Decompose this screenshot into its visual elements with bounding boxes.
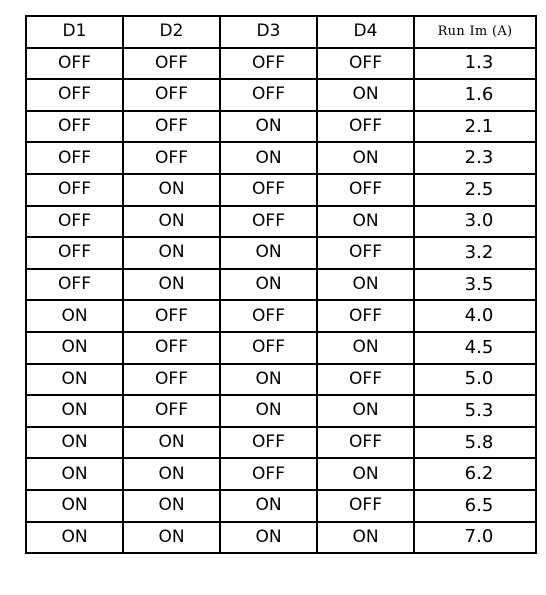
- table-row: [26, 269, 536, 301]
- d3-cell: ON: [220, 490, 317, 522]
- header-d2: D2: [123, 16, 220, 48]
- d1-cell: OFF: [26, 48, 123, 80]
- d4-cell: ON: [317, 79, 414, 111]
- table-row: [26, 142, 536, 174]
- dip-switch-current-table: [25, 15, 537, 554]
- d1-cell: ON: [26, 300, 123, 332]
- run-current-cell: 2.1: [414, 111, 536, 143]
- d2-cell: ON: [123, 522, 220, 554]
- d1-cell: ON: [26, 395, 123, 427]
- run-current-cell: 5.0: [414, 364, 536, 396]
- dip-switch-table-container: [25, 15, 537, 554]
- run-current-cell: 3.2: [414, 237, 536, 269]
- d3-cell: OFF: [220, 458, 317, 490]
- run-current-cell: 6.2: [414, 458, 536, 490]
- header-d1: D1: [26, 16, 123, 48]
- d1-cell: OFF: [26, 111, 123, 143]
- table-row: [26, 427, 536, 459]
- header-d3: D3: [220, 16, 317, 48]
- run-current-cell: 5.8: [414, 427, 536, 459]
- d2-cell: ON: [123, 174, 220, 206]
- d4-cell: OFF: [317, 48, 414, 80]
- d3-cell: ON: [220, 395, 317, 427]
- d4-cell: ON: [317, 332, 414, 364]
- d4-cell: ON: [317, 522, 414, 554]
- d3-cell: OFF: [220, 48, 317, 80]
- run-current-cell: 3.5: [414, 269, 536, 301]
- run-current-cell: 2.5: [414, 174, 536, 206]
- d4-cell: OFF: [317, 300, 414, 332]
- run-current-cell: 4.0: [414, 300, 536, 332]
- d4-cell: ON: [317, 269, 414, 301]
- d3-cell: ON: [220, 237, 317, 269]
- run-current-cell: 1.3: [414, 48, 536, 80]
- d2-cell: OFF: [123, 332, 220, 364]
- d2-cell: OFF: [123, 79, 220, 111]
- d2-cell: ON: [123, 458, 220, 490]
- table-row: [26, 206, 536, 238]
- d2-cell: OFF: [123, 111, 220, 143]
- d2-cell: OFF: [123, 364, 220, 396]
- run-current-cell: 2.3: [414, 142, 536, 174]
- header-d4: D4: [317, 16, 414, 48]
- d4-cell: OFF: [317, 111, 414, 143]
- d3-cell: OFF: [220, 332, 317, 364]
- run-current-cell: 4.5: [414, 332, 536, 364]
- d4-cell: OFF: [317, 427, 414, 459]
- d1-cell: ON: [26, 427, 123, 459]
- run-current-cell: 6.5: [414, 490, 536, 522]
- d4-cell: OFF: [317, 237, 414, 269]
- d1-cell: OFF: [26, 269, 123, 301]
- d3-cell: ON: [220, 522, 317, 554]
- table-row: [26, 174, 536, 206]
- d3-cell: ON: [220, 142, 317, 174]
- d2-cell: ON: [123, 269, 220, 301]
- d2-cell: OFF: [123, 300, 220, 332]
- d1-cell: OFF: [26, 237, 123, 269]
- d4-cell: OFF: [317, 174, 414, 206]
- table-row: [26, 522, 536, 554]
- d3-cell: OFF: [220, 174, 317, 206]
- table-row: [26, 300, 536, 332]
- table-row: [26, 79, 536, 111]
- d2-cell: OFF: [123, 142, 220, 174]
- d1-cell: OFF: [26, 174, 123, 206]
- run-current-cell: 7.0: [414, 522, 536, 554]
- table-row: [26, 364, 536, 396]
- d2-cell: ON: [123, 237, 220, 269]
- d4-cell: OFF: [317, 490, 414, 522]
- d1-cell: OFF: [26, 142, 123, 174]
- d1-cell: ON: [26, 490, 123, 522]
- d4-cell: ON: [317, 458, 414, 490]
- d2-cell: OFF: [123, 395, 220, 427]
- d3-cell: ON: [220, 269, 317, 301]
- header-run-current: Run Im (A): [414, 16, 536, 48]
- table-row: [26, 395, 536, 427]
- d1-cell: ON: [26, 522, 123, 554]
- run-current-cell: 3.0: [414, 206, 536, 238]
- run-current-cell: 5.3: [414, 395, 536, 427]
- d2-cell: OFF: [123, 48, 220, 80]
- d4-cell: ON: [317, 142, 414, 174]
- run-current-cell: 1.6: [414, 79, 536, 111]
- table-row: [26, 490, 536, 522]
- d1-cell: ON: [26, 332, 123, 364]
- d4-cell: OFF: [317, 364, 414, 396]
- d2-cell: ON: [123, 490, 220, 522]
- header-row: [26, 16, 536, 48]
- table-row: [26, 48, 536, 80]
- d3-cell: ON: [220, 364, 317, 396]
- d4-cell: ON: [317, 206, 414, 238]
- d3-cell: OFF: [220, 206, 317, 238]
- d3-cell: OFF: [220, 79, 317, 111]
- d3-cell: OFF: [220, 427, 317, 459]
- table-row: [26, 111, 536, 143]
- d2-cell: ON: [123, 427, 220, 459]
- d2-cell: ON: [123, 206, 220, 238]
- d3-cell: OFF: [220, 300, 317, 332]
- d1-cell: ON: [26, 458, 123, 490]
- d1-cell: OFF: [26, 79, 123, 111]
- d3-cell: ON: [220, 111, 317, 143]
- table-row: [26, 237, 536, 269]
- table-row: [26, 458, 536, 490]
- table-body: [26, 48, 536, 554]
- d1-cell: OFF: [26, 206, 123, 238]
- d4-cell: ON: [317, 395, 414, 427]
- table-row: [26, 332, 536, 364]
- d1-cell: ON: [26, 364, 123, 396]
